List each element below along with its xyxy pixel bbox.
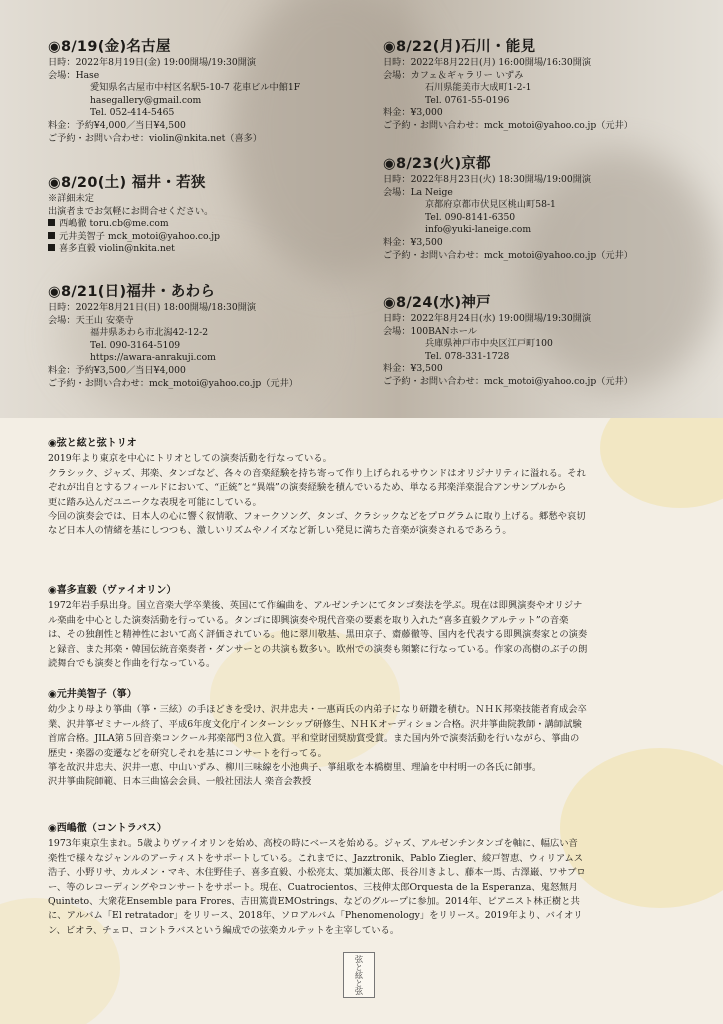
date-label: 日時： [383, 313, 411, 324]
bio-line: 今回の演奏会では、日本人の心に響く叙情歌、フォークソング、タンゴ、クラシックなどをプログラムに取り上げる。郷愁や哀切 [48, 511, 586, 523]
bio-motoi [48, 688, 688, 790]
bio-line: Quinteto、大衆花Ensemble para Frores、吉田篤貴EMOstrings、などのグループに参加。2014年、ピアニスト林正樹と共 [48, 896, 580, 908]
contact-item [48, 218, 220, 231]
venue-tel: Tel. 078-331-1728 [425, 350, 510, 362]
square-bullet-icon [48, 219, 55, 226]
square-bullet-icon [48, 232, 55, 239]
event-fukui-wakasa [48, 174, 220, 256]
bio-line: 2019年より東京を中心にトリオとしての演奏活動を行なっている。 [48, 453, 332, 465]
event-date [48, 57, 300, 70]
date-label: 日時： [48, 57, 76, 68]
event-title: ◉8/19(金)名古屋 [48, 39, 171, 55]
date-value: 2022年8月22日(月) 16:00開場/16:30開演 [410, 57, 592, 68]
contact-item [48, 243, 220, 256]
square-bullet-icon [48, 244, 55, 251]
bio-line: 幼少より母より箏曲（箏・三絃）の手ほどきを受け、沢井忠夫・一惠両氏の内弟子になり研鑽を積む。ＮＨＫ邦楽技能者育成会卒 [48, 704, 587, 716]
event-kyoto [383, 155, 633, 262]
date-value: 2022年8月24日(水) 19:00開場/19:30開演 [410, 313, 592, 324]
event-title: ◉8/20(土) 福井・若狭 [48, 175, 206, 191]
event-contact: ご予約・お問い合わせ：mck_motoi@yahoo.co.jp（元井） [383, 375, 633, 387]
venue-value: カフェ＆ギャラリー いずみ [410, 69, 524, 81]
bio-line: 更に踏み込んだユニークな表現を可能にしている。 [48, 496, 262, 508]
venue-address: 福井県あわら市北潟42-12-2 [90, 327, 209, 339]
bio-line: に、アルバム「El retratador」をリリース、2018年、ソロアルバム「Phenomenology」をリリース。2019年より、バイオリ [48, 910, 583, 922]
bio-line: 1972年岩手県出身。国立音楽大学卒業後、英国にて作編曲を、アルゼンチンにてタンゴ奏法を学ぶ。現在は即興演奏やオリジナ [48, 600, 583, 612]
date-value: 2022年8月19日(金) 19:00開場/19:30開演 [75, 57, 257, 68]
event-contact: ご予約・お問い合わせ：mck_motoi@yahoo.co.jp（元井） [48, 377, 298, 389]
bio-line: 浩子、小野リサ、カルメン・マキ、木住野佳子、喜多直毅、小松亮太、葉加瀬太郎、長谷川きよし、藤本一馬、古澤巌、ワサブロ [48, 867, 586, 879]
venue-value: La Neige [410, 186, 453, 198]
bio-line: 楽性で様々なジャンルのアーティストをサポートしている。これまでに、Jazztronik、Pablo Ziegler、綾戸智恵、ウィリアムス [48, 852, 584, 864]
bio-heading: ◉元井美智子（箏） [48, 689, 137, 700]
event-price: 料金：¥3,500 [383, 363, 443, 375]
event-price: 料金：予約¥4,000／当日¥4,500 [48, 119, 186, 131]
bio-kita [48, 584, 688, 671]
bio-trio [48, 437, 688, 539]
event-date [383, 313, 633, 326]
contact-text: 喜多直毅 violin@nkita.net [59, 243, 175, 255]
event-note: 出演者までお気軽にお問合せください。 [48, 205, 214, 217]
event-nagoya [48, 38, 300, 145]
bio-line: 歴史・楽器の変遷などを研究しそれを基にコンサートを行ってる。 [48, 747, 327, 759]
event-venue [383, 326, 633, 339]
venue-label: 会場： [48, 69, 76, 81]
bio-heading: ◉西嶋徹（コントラバス） [48, 823, 167, 834]
event-contact: ご予約・お問い合わせ：mck_motoi@yahoo.co.jp（元井） [383, 119, 633, 131]
event-ishikawa [383, 38, 633, 133]
contact-item [48, 231, 220, 244]
date-label: 日時： [383, 57, 411, 68]
venue-address: 石川県能美市大成町1-2-1 [425, 82, 532, 94]
venue-tel: Tel. 0761-55-0196 [425, 94, 510, 106]
event-title: ◉8/24(水)神戸 [383, 295, 491, 311]
bio-line: 首席合格。JILA第５回音楽コンクール邦楽部門３位入賞。平和堂財団奨励賞受賞。また国内外で演奏活動を行いながら、箏曲の [48, 733, 580, 745]
event-date [383, 57, 633, 70]
bio-heading: ◉弦と絃と弦トリオ [48, 438, 137, 449]
bio-line: 箏を故沢井忠夫、沢井一恵、中山いずみ、柳川三味線を小池典子、箏組歌を本橋樹里、理論を中村明一の各氏に師事。 [48, 762, 542, 774]
event-venue [48, 70, 300, 83]
venue-tel: Tel. 052-414-5465 [90, 107, 175, 119]
event-date [48, 302, 298, 315]
bio-heading: ◉喜多直毅（ヴァイオリン） [48, 585, 177, 596]
event-price: 料金：¥3,500 [383, 236, 443, 248]
bio-line: クラシック、ジャズ、邦楽、タンゴなど、各々の音楽経験を持ち寄って作り上げられるサウンドはオリジナリティに溢れる。それ [48, 467, 586, 479]
venue-tel: Tel. 090-8141-6350 [425, 211, 516, 223]
event-title: ◉8/21(日)福井・あわら [48, 284, 216, 300]
venue-email[interactable]: hasegallery@gmail.com [90, 94, 202, 106]
event-price: 料金：予約¥3,500／当日¥4,000 [48, 364, 186, 376]
event-venue [383, 187, 633, 200]
contact-text: 元井美智子 mck_motoi@yahoo.co.jp [59, 230, 221, 242]
trio-logo: 弦と絃と弦 [343, 952, 375, 998]
contact-text: 西嶋徹 toru.cb@me.com [59, 218, 169, 230]
bio-line: ぞれが出自とするフィールドにおいて、“正統”と“異端”の演奏経験を積んでいるため、単なる邦楽洋楽混合アンサンブルから [48, 482, 567, 494]
venue-value: 100BANホール [410, 325, 477, 337]
event-fukui-awara [48, 283, 298, 390]
venue-address: 愛知県名古屋市中村区名駅5-10-7 花車ビル中館1F [90, 82, 301, 94]
event-schedule-panel [0, 0, 723, 418]
venue-email[interactable]: info@yuki-laneige.com [425, 224, 532, 236]
event-contact: ご予約・お問い合わせ：violin@nkita.net（喜多） [48, 132, 263, 144]
date-label: 日時： [48, 302, 76, 313]
venue-label: 会場： [48, 314, 76, 326]
event-venue [383, 70, 633, 83]
bio-line: ン、ビオラ、チェロ、コントラバスという編成での弦楽カルテットを主宰している。 [48, 924, 400, 936]
venue-value: Hase [75, 69, 100, 81]
venue-url[interactable]: https://awara-anrakuji.com [90, 352, 216, 364]
bio-line: と録音、また邦楽・韓国伝統音楽奏者・ダンサーとの共演も数多い。欧州での演奏も頻繁に行なっている。作家の高樹のぶ子の朗 [48, 643, 588, 655]
venue-tel: Tel. 090-3164-5109 [90, 339, 181, 351]
event-contact: ご予約・お問い合わせ：mck_motoi@yahoo.co.jp（元井） [383, 249, 633, 261]
bio-line: 1973年東京生まれ。5歳よりヴァイオリンを始め、高校の時にベースを始める。ジャズ、アルゼンチンタンゴを軸に、幅広い音 [48, 838, 578, 850]
bio-nishijima [48, 822, 688, 938]
date-value: 2022年8月23日(火) 18:30開場/19:00開演 [410, 174, 592, 185]
venue-label: 会場： [383, 69, 411, 81]
event-venue [48, 315, 298, 328]
venue-label: 会場： [383, 325, 411, 337]
bio-line: は、その独創性と精神性において高く評価されている。他に翠川敬基、黒田京子、齋藤徹等、国内を代表する即興演奏家との演奏 [48, 629, 588, 641]
venue-address: 兵庫県神戸市中央区江戸町100 [425, 338, 553, 350]
bio-line: など日本人の情緒を基にしつつも、激しいリズムやノイズなど新しい発見に満ちた音楽が演奏されるであろう。 [48, 525, 512, 537]
bio-line: 読舞台でも演奏と作曲を行なっている。 [48, 658, 216, 670]
event-price: 料金：¥3,000 [383, 107, 443, 119]
bio-line: 業、沢井箏ゼミナール終了、平成6年度文化庁インターンシップ研修生、ＮＨＫオーディション合格。沢井箏曲院教師・講師試験 [48, 718, 582, 730]
venue-address: 京都府京都市伏見区桃山町58-1 [425, 199, 556, 211]
date-label: 日時： [383, 174, 411, 185]
event-date [383, 174, 633, 187]
date-value: 2022年8月21日(日) 18:00開場/18:30開演 [75, 302, 257, 313]
event-title: ◉8/22(月)石川・能見 [383, 39, 536, 55]
bio-line: ル楽曲を中心とした演奏活動を行っている。タンゴに即興演奏や現代音楽の要素を取り入れた“喜多直毅クアルテット”の音楽 [48, 614, 569, 626]
bio-line: ー、等のレコーディングやコンサートをサポート。現在、Cuatrocientos、三枝伸太郎Orquesta de la Esperanza、鬼怒無月 [48, 881, 578, 893]
event-title: ◉8/23(火)京都 [383, 156, 491, 172]
event-note: ※詳細未定 [48, 193, 94, 204]
venue-label: 会場： [383, 186, 411, 198]
event-kobe [383, 294, 633, 389]
bio-line: 沢井箏曲院師範、日本三曲協会会員、一般社団法人 楽音会教授 [48, 776, 312, 788]
venue-value: 天王山 安楽寺 [75, 314, 134, 326]
